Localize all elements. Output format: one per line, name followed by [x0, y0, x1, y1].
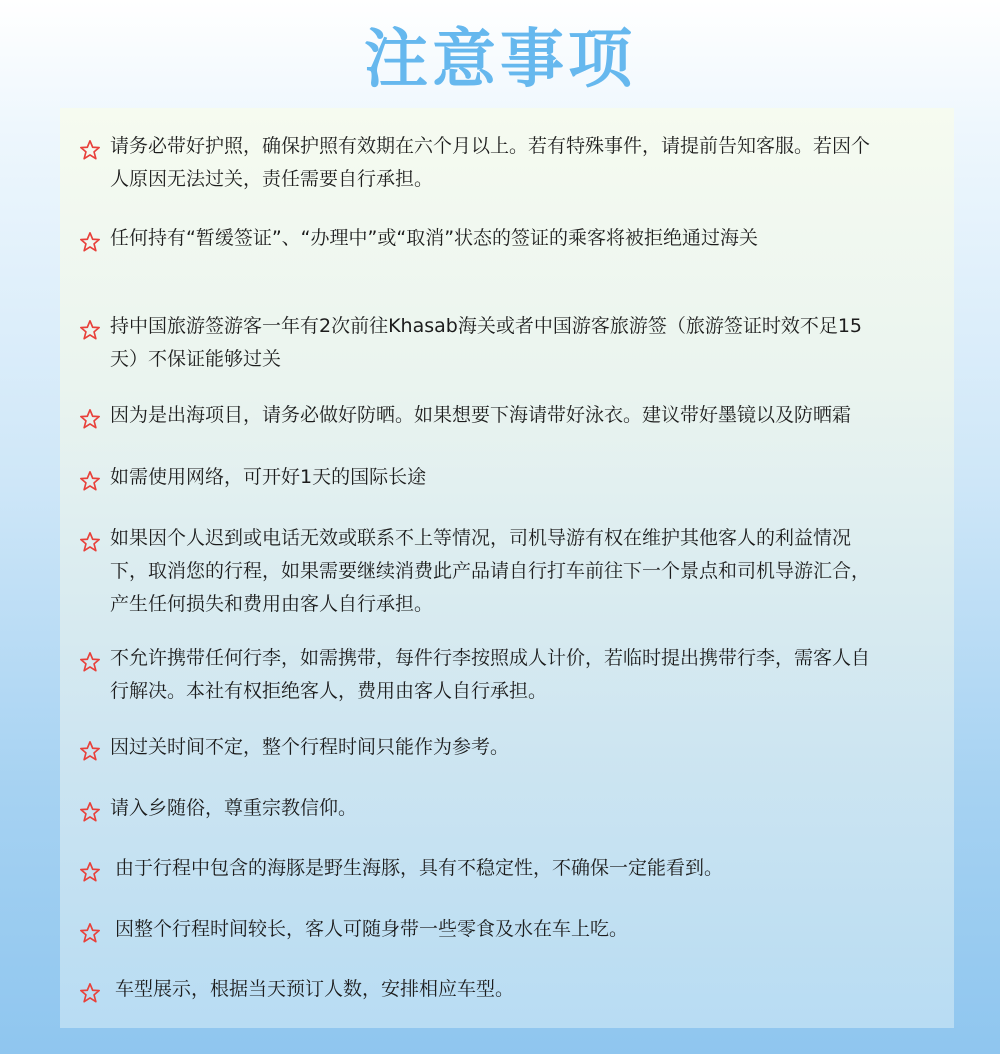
note-text: 如果因个人迟到或电话无效或联系不上等情况，司机导游有权在维护其他客人的利益情况下，取消您的行程，如果需要继续消费此产品请自行打车前往下一个景点和司机导游汇合，产生任何损失和费用由客人自行承担。	[110, 527, 871, 615]
star-outline-icon	[78, 801, 102, 823]
star-outline-icon	[78, 470, 102, 492]
star-outline-icon	[78, 922, 102, 944]
note-text: 由于行程中包含的海豚是野生海豚，具有不稳定性，不确保一定能看到。	[115, 857, 724, 879]
star-outline-icon	[78, 531, 102, 553]
star-outline-icon	[78, 861, 102, 883]
star-outline-icon	[78, 651, 102, 673]
note-text: 不允许携带任何行李，如需携带，每件行李按照成人计价，若临时提出携带行李，需客人自行解决。本社有权拒绝客人，费用由客人自行承担。	[110, 647, 871, 702]
note-text: 因为是出海项目，请务必做好防晒。如果想要下海请带好泳衣。建议带好墨镜以及防晒霜	[110, 404, 852, 426]
note-text: 因过关时间不定，整个行程时间只能作为参考。	[110, 736, 510, 758]
note-text: 因整个行程时间较长，客人可随身带一些零食及水在车上吃。	[115, 918, 629, 940]
star-outline-icon	[78, 740, 102, 762]
note-text: 车型展示，根据当天预订人数，安排相应车型。	[115, 978, 515, 1000]
note-text: 请入乡随俗，尊重宗教信仰。	[110, 797, 358, 819]
star-outline-icon	[78, 319, 102, 341]
star-outline-icon	[78, 231, 102, 253]
note-text: 请务必带好护照，确保护照有效期在六个月以上。若有特殊事件，请提前告知客服。若因个 人原因无法过关，责任需要自行承担。	[110, 135, 871, 190]
star-outline-icon	[78, 982, 102, 1004]
star-outline-icon	[78, 408, 102, 430]
page-title: 注意事项	[364, 22, 636, 97]
star-outline-icon	[78, 139, 102, 161]
note-text: 任何持有“暂缓签证”、“办理中”或“取消”状态的签证的乘客将被拒绝通过海关	[110, 227, 759, 249]
note-text: 如需使用网络，可开好1天的国际长途	[110, 466, 427, 488]
note-text: 持中国旅游签游客一年有2次前往Khasab海关或者中国游客旅游签（旅游签证时效不足15天）不保证能够过关	[110, 315, 863, 370]
